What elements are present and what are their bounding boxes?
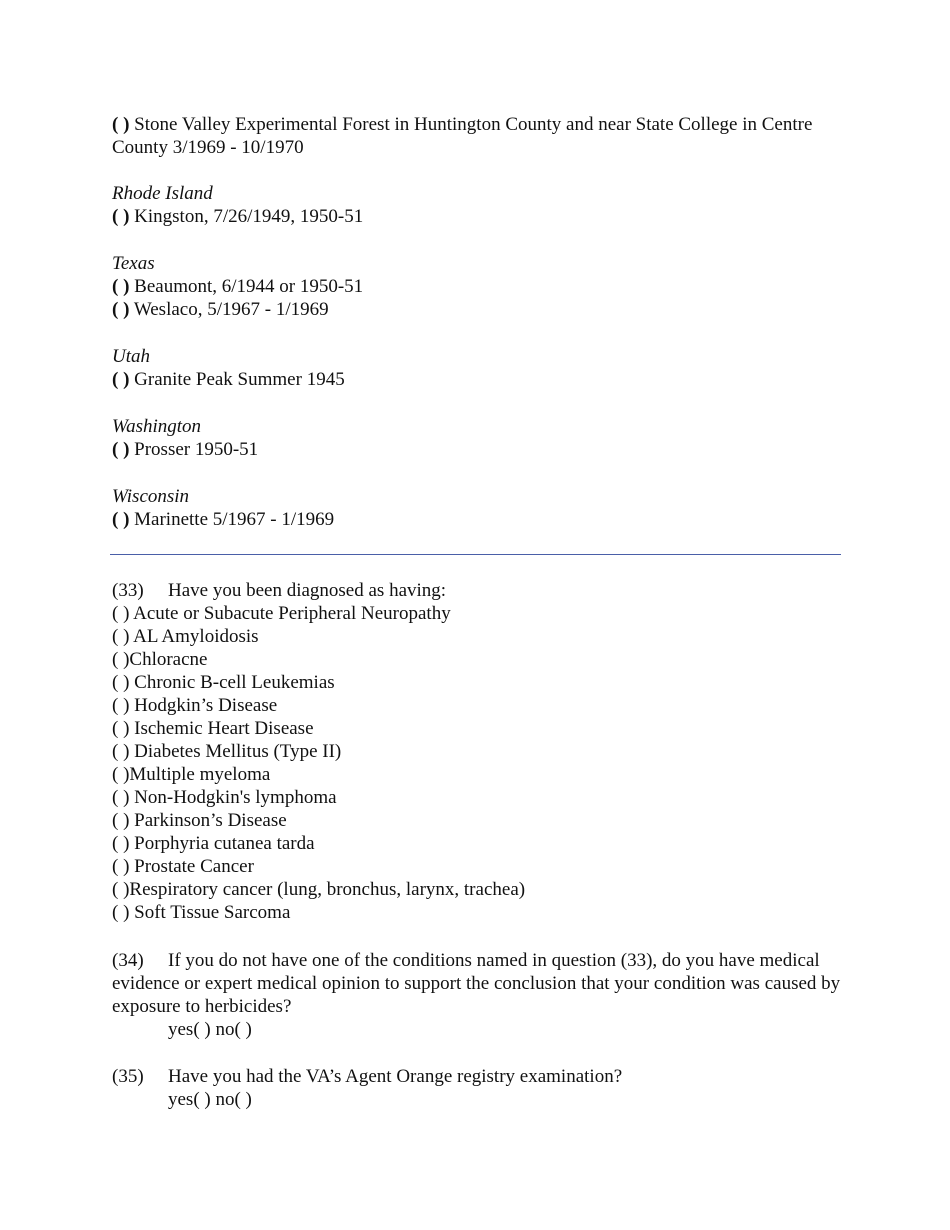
option-item[interactable]: ( ) Acute or Subacute Peripheral Neuropathy bbox=[112, 603, 451, 624]
question-text: Have you been diagnosed as having: bbox=[168, 580, 447, 601]
state-washington bbox=[112, 415, 842, 461]
checkbox-mark[interactable]: ( ) bbox=[112, 439, 130, 460]
option-item[interactable]: ( ) Parkinson’s Disease bbox=[112, 810, 287, 831]
section-divider bbox=[110, 554, 841, 555]
question-35 bbox=[112, 1065, 842, 1111]
site-item: ( ) Prosser 1950-51 bbox=[112, 439, 259, 460]
question-number: (35) bbox=[112, 1066, 144, 1087]
question-number: (34) bbox=[112, 950, 144, 971]
question-number: (33) bbox=[112, 580, 144, 601]
yes-no-answer[interactable]: yes( ) no( ) bbox=[168, 1019, 252, 1040]
option-item[interactable]: ( )Chloracne bbox=[112, 649, 208, 670]
site-item: ( ) Beaumont, 6/1944 or 1950-51 bbox=[112, 276, 364, 297]
state-rhode-island bbox=[112, 182, 842, 228]
state-utah bbox=[112, 345, 842, 391]
intro-entry bbox=[112, 113, 842, 159]
option-item[interactable]: ( ) Prostate Cancer bbox=[112, 856, 254, 877]
option-item[interactable]: ( ) AL Amyloidosis bbox=[112, 626, 259, 647]
site-item: ( ) Weslaco, 5/1967 - 1/1969 bbox=[112, 299, 329, 320]
state-heading: Rhode Island bbox=[112, 183, 213, 204]
question-34 bbox=[112, 949, 847, 1041]
option-item[interactable]: ( ) Diabetes Mellitus (Type II) bbox=[112, 741, 342, 762]
site-item: ( ) Granite Peak Summer 1945 bbox=[112, 369, 345, 390]
state-wisconsin bbox=[112, 485, 842, 531]
option-item[interactable]: ( ) Non-Hodgkin's lymphoma bbox=[112, 787, 337, 808]
state-heading: Utah bbox=[112, 346, 150, 367]
question-text: If you do not have one of the conditions named in question (33), do you have medical evidence or expert medical opinion to support the conclusion that your condition was caused by exposure to herbicides? bbox=[112, 950, 841, 1017]
question-line bbox=[112, 949, 847, 1018]
state-heading: Texas bbox=[112, 253, 155, 274]
option-item[interactable]: ( )Multiple myeloma bbox=[112, 764, 271, 785]
state-heading: Wisconsin bbox=[112, 486, 190, 507]
site-item: ( ) Kingston, 7/26/1949, 1950-51 bbox=[112, 206, 364, 227]
checkbox-mark[interactable]: ( ) bbox=[112, 299, 130, 320]
checkbox-mark[interactable]: ( ) bbox=[112, 509, 130, 530]
option-item[interactable]: ( ) Porphyria cutanea tarda bbox=[112, 833, 315, 854]
question-33 bbox=[112, 579, 842, 924]
checkbox-mark[interactable]: ( ) bbox=[112, 114, 130, 135]
checkbox-mark[interactable]: ( ) bbox=[112, 369, 130, 390]
checkbox-mark[interactable]: ( ) bbox=[112, 206, 130, 227]
site-item: ( ) Marinette 5/1967 - 1/1969 bbox=[112, 509, 335, 530]
question-line bbox=[112, 1065, 842, 1088]
option-item[interactable]: ( ) Ischemic Heart Disease bbox=[112, 718, 314, 739]
option-item[interactable]: ( ) Soft Tissue Sarcoma bbox=[112, 902, 291, 923]
question-line bbox=[112, 579, 842, 602]
option-item[interactable]: ( ) Hodgkin’s Disease bbox=[112, 695, 278, 716]
checkbox-mark[interactable]: ( ) bbox=[112, 276, 130, 297]
question-text: Have you had the VA’s Agent Orange registry examination? bbox=[168, 1066, 623, 1087]
intro-text: Stone Valley Experimental Forest in Huntington County and near State College in Centre County 3/1969 - 10/1970 bbox=[112, 114, 813, 158]
option-item[interactable]: ( )Respiratory cancer (lung, bronchus, larynx, trachea) bbox=[112, 879, 526, 900]
state-texas bbox=[112, 252, 842, 321]
yes-no-answer[interactable]: yes( ) no( ) bbox=[168, 1089, 252, 1110]
option-item[interactable]: ( ) Chronic B-cell Leukemias bbox=[112, 672, 335, 693]
state-heading: Washington bbox=[112, 416, 202, 437]
